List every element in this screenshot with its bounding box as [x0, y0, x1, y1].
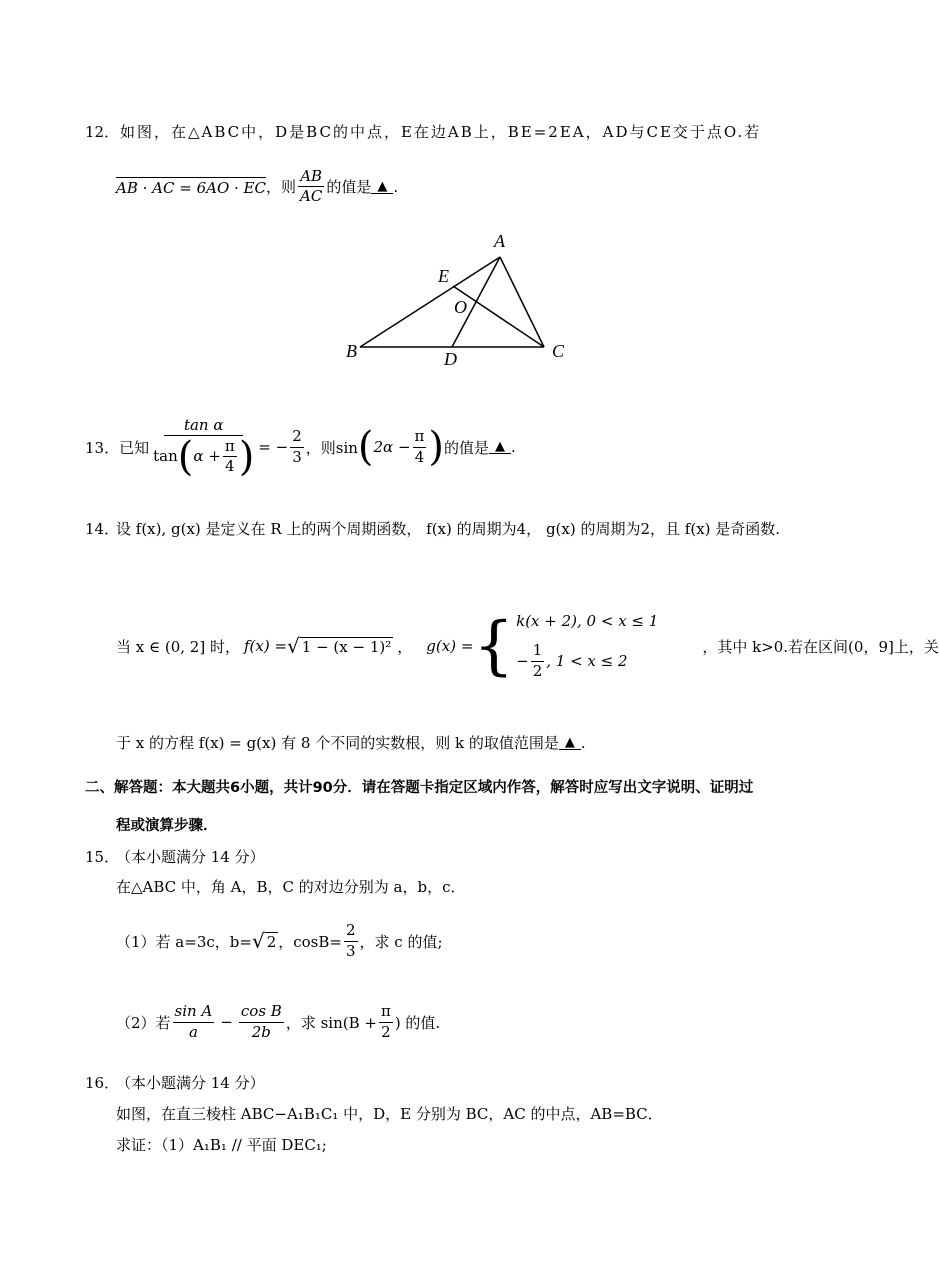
q15-p2-num2: cos B	[239, 1003, 284, 1022]
label-O: O	[454, 297, 467, 317]
q16-stem: 如图，在直三棱柱 ABC−A₁B₁C₁ 中，D，E 分别为 BC，AC 的中点，AB=BC．	[116, 1105, 663, 1123]
q12-value-text: 的值是	[326, 178, 372, 197]
q14-piecewise: { k(x + 2), 0 < x ≤ 1 − $\frac{1}{2}$ , 1 < x ≤ 2	[473, 609, 659, 683]
q13-prefix: 已知	[119, 438, 150, 457]
q12-answer-blank: ▲	[371, 180, 393, 194]
section2-title2: 程或演算步骤．	[116, 818, 218, 834]
q15-p1-pre: （1）若 a=3c，b=	[116, 932, 252, 951]
q14-case2-fraction	[531, 642, 545, 680]
q15-p1-end: ，求 c 的值;	[359, 932, 443, 951]
q16-score: （本小题满分 14 分）	[116, 1074, 265, 1092]
q13-inner-fraction	[413, 428, 427, 466]
q14-answer-blank: ▲	[559, 736, 581, 750]
label-B: B	[346, 341, 357, 361]
q12-frac-den: AC	[300, 187, 323, 206]
q13-pi: π	[223, 438, 237, 457]
q15-p1-sqrt: 2	[266, 932, 277, 951]
q13-lhs-fraction	[151, 416, 256, 480]
q14-number: 14．	[85, 520, 120, 538]
q14-line3-row	[116, 732, 586, 753]
q15-p1-num: 2	[344, 922, 358, 941]
q12-line2	[116, 168, 398, 206]
q16-number: 16．	[85, 1074, 120, 1092]
q12-triangle-figure	[340, 225, 580, 373]
label-A: A	[494, 231, 505, 251]
q13-inner-pi: π	[413, 428, 427, 447]
q14-case2-minus: −	[516, 652, 529, 670]
label-E: E	[438, 266, 449, 286]
q13-number: 13．	[85, 438, 120, 457]
q12-frac-num: AB	[298, 168, 324, 187]
q13-rhs-den: 3	[292, 447, 302, 466]
q15-p2-two: 2	[381, 1022, 391, 1041]
q13-lhs-den: tan ( α + $\frac{\pi}{4}$ )	[153, 433, 255, 480]
q15-number: 15．	[85, 848, 120, 866]
q15-p1-cos: ，cosB=	[278, 932, 342, 951]
q14-case2-num: 1	[531, 642, 545, 661]
q15-score: （本小题满分 14 分）	[116, 848, 265, 866]
label-D: D	[444, 349, 457, 369]
q14-fx: f(x) =	[243, 637, 288, 655]
q14-after: ，其中 k>0.若在区间(0，9]上，关	[702, 637, 939, 656]
segment-AC	[500, 257, 544, 347]
q14-gx: g(x) =	[426, 637, 474, 655]
q14-case2-cond: , 1 < x ≤ 2	[546, 652, 628, 670]
q15-p2-pi: π	[379, 1003, 393, 1022]
q13-rhs-num: 2	[290, 428, 304, 447]
q15-p1-fraction	[344, 922, 358, 960]
q14-sqrt: 1 − (x − 1)²	[301, 637, 392, 656]
q13-four: 4	[224, 457, 235, 476]
q13-den-alpha: α +	[193, 447, 221, 465]
q15-stem: 在△ABC 中，角 A，B，C 的对边分别为 a，b，c．	[116, 878, 466, 896]
q12-fraction	[298, 168, 324, 206]
q12-vector-equation: AB · AC = 6AO · EC	[116, 178, 266, 197]
q13-lhs-num: tan α	[164, 417, 244, 435]
q12-line1: 如图，在△ABC中，D是BC的中点，E在边AB上，BE=2EA，AD与CE交于点O.若	[120, 123, 762, 141]
q15-p2-mid: ，求 sin(B +	[285, 1013, 377, 1032]
q15-p2-fraction1	[173, 1003, 215, 1041]
q15-p2-den2: 2b	[251, 1022, 271, 1041]
q15-p2-end: ) 的值.	[394, 1013, 441, 1032]
q12-end: .	[393, 177, 399, 196]
section2-title: 二、解答题：本大题共6小题，共计90分．请在答题卡指定区域内作答，解答时应写出文字说明、证明过	[85, 780, 754, 796]
q12-then: ，则	[265, 178, 296, 197]
q15-p2-minus: −	[220, 1013, 233, 1031]
q13-inner-four: 4	[414, 447, 425, 466]
q14-case2-den: 2	[532, 661, 543, 680]
q15-p2-den1: a	[188, 1022, 198, 1041]
q13-end: .	[511, 438, 516, 456]
label-C: C	[552, 341, 565, 361]
q13-line: 13． 已知 tan α tan ( α + $\frac{\pi}{4}$ ) = − $\frac{2}{3}$ ，则sin ( 2α − $\frac{\pi}{4}$ ) 的值是 ▲ .	[85, 416, 516, 480]
q13-answer-blank: ▲	[489, 440, 511, 454]
q14-line2: 当 x ∈ (0, 2] 时， f(x) = √ 1 − (x − 1)² ， g(x) = { k(x + 2), 0 < x ≤ 1 − $\frac{1}{2}$ , 1 < x ≤ 2 ，其中 k>0.若在区间(0，9]上，关	[116, 609, 939, 683]
q14-case2	[516, 642, 658, 680]
q14-line3: 于 x 的方程 f(x) = g(x) 有 8 个不同的实数根，则 k 的取值范围是	[116, 734, 559, 752]
q14-end: .	[580, 733, 586, 752]
segment-BA	[360, 257, 500, 347]
q16-proof: 求证：（1）A₁B₁ // 平面 DEC₁;	[116, 1136, 327, 1154]
q15-p2-num1: sin A	[173, 1003, 215, 1022]
q15-p2-pi-fraction	[379, 1003, 393, 1041]
q13-inner: 2α −	[373, 438, 411, 456]
q13-rhs-fraction	[290, 428, 304, 466]
q14-case1: k(x + 2), 0 < x ≤ 1	[516, 612, 659, 631]
q13-pi-over-4	[223, 438, 237, 476]
q14-line1: 设 f(x), g(x) 是定义在 R 上的两个周期函数， f(x) 的周期为4， g(x) 的周期为2，且 f(x) 是奇函数.	[116, 520, 781, 538]
q15-part1: （1）若 a=3c，b= √ 2 ，cosB= $\frac{2}{3}$ ，求 c 的值;	[116, 921, 443, 960]
q13-eq: = −	[258, 438, 289, 456]
q15-p2-pre: （2）若	[116, 1013, 171, 1032]
q13-value-text: 的值是	[444, 438, 490, 457]
q12-number: 12．	[85, 123, 120, 141]
q14-when: 当 x ∈ (0, 2] 时，	[116, 637, 240, 656]
q13-den-tan: tan	[153, 447, 178, 465]
q15-part2	[116, 998, 440, 1046]
q15-p2-fraction2	[239, 1003, 284, 1041]
q13-mid: ，则sin	[305, 438, 358, 457]
q15-p1-den: 3	[345, 941, 356, 960]
